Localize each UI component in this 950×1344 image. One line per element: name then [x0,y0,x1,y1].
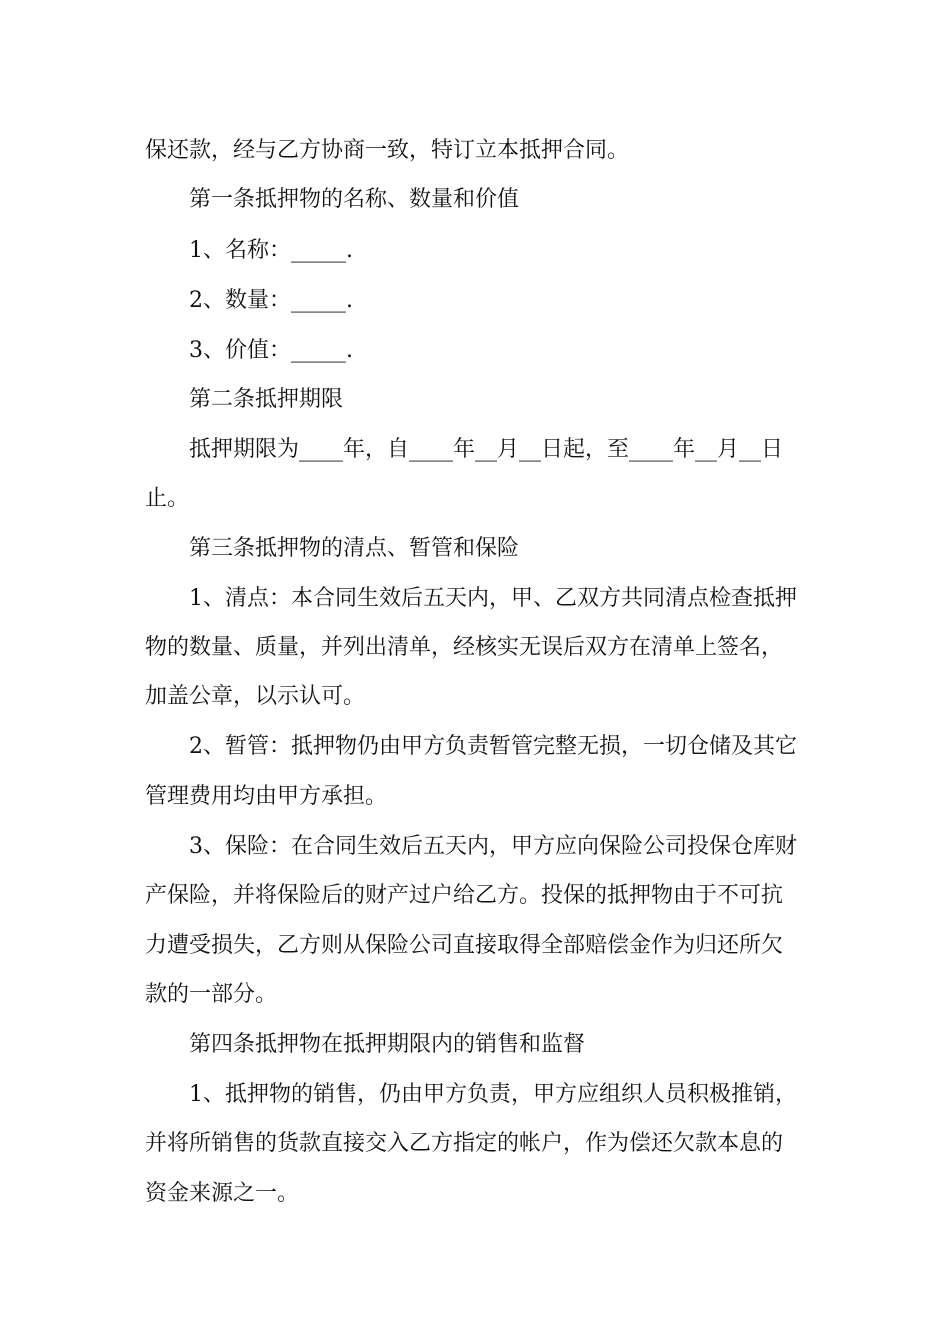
section-heading-4: 第四条抵押物在抵押期限内的销售和监督 [189,1032,586,1057]
field-name-line: 1、名称：_____. [189,238,353,263]
section-heading-2: 第二条抵押期限 [189,387,344,412]
paragraph-line: 管理费用均由甲方承担。 [145,784,388,809]
paragraph-line: 保还款，经与乙方协商一致，特订立本抵押合同。 [145,138,630,163]
field-quantity-line: 2、数量：_____. [189,288,353,313]
paragraph-line: 产保险，并将保险后的财产过户给乙方。投保的抵押物由于不可抗 [145,883,784,908]
paragraph-line: 加盖公章，以示认可。 [145,684,366,709]
field-value-line: 3、价值：_____. [189,338,353,363]
paragraph-line: 3、保险：在合同生效后五天内，甲方应向保险公司投保仓库财 [189,834,797,859]
paragraph-line: 2、暂管：抵押物仍由甲方负责暂管完整无损，一切仓储及其它 [189,734,797,759]
paragraph-line: 款的一部分。 [145,982,278,1007]
paragraph-line: 力遭受损失，乙方则从保险公司直接取得全部赔偿金作为归还所欠 [145,933,784,958]
section-heading-3: 第三条抵押物的清点、暂管和保险 [189,536,520,561]
paragraph-line: 抵押期限为____年，自____年__月__日起，至____年__月__日 [189,437,784,462]
section-heading-1: 第一条抵押物的名称、数量和价值 [189,187,520,212]
paragraph-line: 止。 [145,486,190,511]
paragraph-line: 并将所销售的货款直接交入乙方指定的帐户，作为偿还欠款本息的 [145,1131,784,1156]
paragraph-line: 1、抵押物的销售，仍由甲方负责，甲方应组织人员积极推销， [189,1082,797,1107]
paragraph-line: 1、清点：本合同生效后五天内，甲、乙双方共同清点检查抵押 [189,586,797,611]
paragraph-line: 物的数量、质量，并列出清单，经核实无误后双方在清单上签名， [145,635,784,660]
paragraph-line: 资金来源之一。 [145,1181,300,1206]
